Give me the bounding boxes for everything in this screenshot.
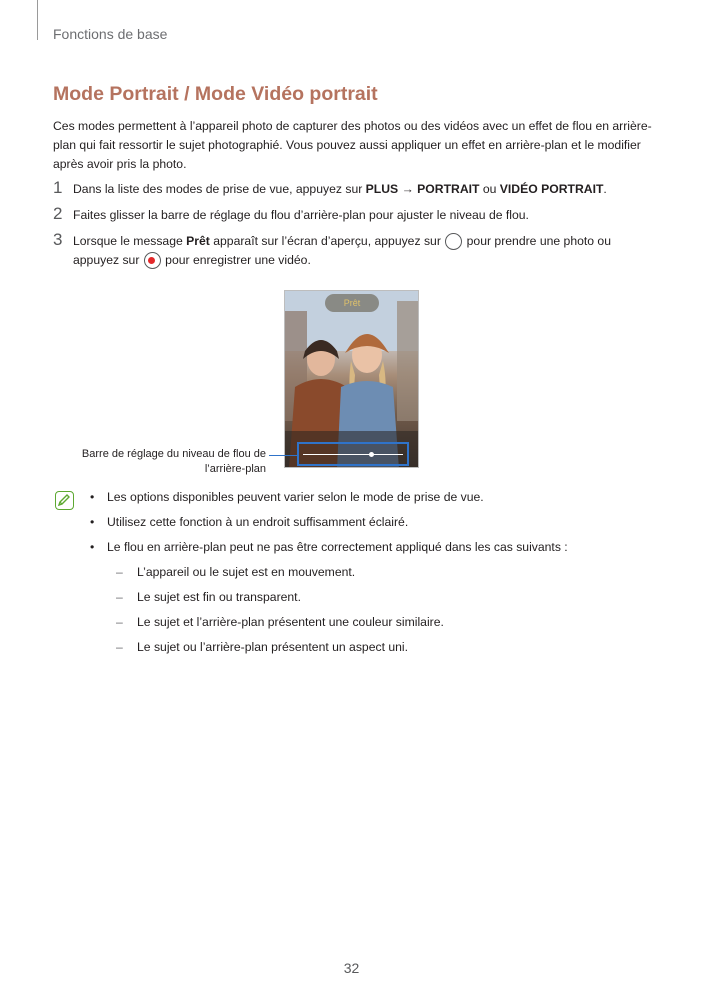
subnote-text: Le sujet ou l’arrière-plan présentent un aspect uni. xyxy=(137,640,408,654)
callout-line xyxy=(269,455,297,456)
step-text: pour prendre une photo ou appuyez sur xyxy=(73,234,611,267)
note-item xyxy=(90,539,650,556)
intro-paragraph: Ces modes permettent à l’appareil photo de capturer des photos ou des vidéos avec un effet de flou en arrière-plan qui fait ressortir le sujet photographié. Vous pouvez aussi appliquer un effet en arrière-plan et le modifier après avoir pris la photo. xyxy=(53,119,652,171)
step-keyword: PORTRAIT xyxy=(417,182,480,196)
step-text: Lorsque le message xyxy=(73,234,187,248)
step-keyword: PLUS xyxy=(365,182,399,196)
note-text: Le flou en arrière-plan peut ne pas être correctement appliqué dans les cas suivants : xyxy=(107,540,568,554)
step-text: Faites glisser la barre de réglage du flou d’arrière-plan pour ajuster le niveau de flou. xyxy=(73,208,529,222)
steps-list xyxy=(53,180,653,277)
blur-adjustment-bar[interactable] xyxy=(297,442,409,466)
dash: – xyxy=(116,565,123,579)
section-header: Fonctions de base xyxy=(53,26,168,42)
step-number: 1 xyxy=(53,178,63,197)
blur-slider-handle[interactable] xyxy=(369,452,374,457)
subnote-text: Le sujet et l’arrière-plan présentent une couleur similaire. xyxy=(137,615,444,629)
page-number: 32 xyxy=(343,960,360,976)
step-keyword: VIDÉO PORTRAIT xyxy=(499,182,604,196)
note-item xyxy=(90,514,650,531)
step-text: Dans la liste des modes de prise de vue, appuyez sur xyxy=(73,182,366,196)
callout-label: Barre de réglage du niveau de flou de l’arrière-plan xyxy=(81,448,266,475)
notes-list xyxy=(90,489,650,664)
dash: – xyxy=(116,615,123,629)
subnote-item xyxy=(90,639,650,656)
bullet: • xyxy=(90,515,95,529)
camera-preview xyxy=(284,290,419,468)
step-number: 2 xyxy=(53,204,63,223)
subnote-item xyxy=(90,564,650,581)
note-pencil-icon xyxy=(55,491,74,510)
step-arrow: → xyxy=(398,182,418,196)
step-keyword: Prêt xyxy=(186,234,210,248)
header-divider xyxy=(37,0,38,40)
step-number: 3 xyxy=(53,230,63,249)
subnote-item xyxy=(90,589,650,606)
step-1 xyxy=(53,180,653,199)
step-text: pour enregistrer une vidéo. xyxy=(161,253,311,267)
note-text: Utilisez cette fonction à un endroit suffisamment éclairé. xyxy=(107,515,409,529)
step-2 xyxy=(53,206,653,225)
step-3 xyxy=(53,232,653,270)
step-text: ou xyxy=(479,182,500,196)
shutter-icon xyxy=(445,233,462,250)
dash: – xyxy=(116,640,123,654)
subnote-item xyxy=(90,614,650,631)
step-text: apparaît sur l’écran d’aperçu, appuyez sur xyxy=(209,234,445,248)
page-title: Mode Portrait / Mode Vidéo portrait xyxy=(53,83,378,105)
subnote-text: Le sujet est fin ou transparent. xyxy=(137,590,301,604)
dash: – xyxy=(116,590,123,604)
bullet: • xyxy=(90,540,95,554)
subnote-text: L’appareil ou le sujet est en mouvement. xyxy=(137,565,356,579)
record-icon xyxy=(144,252,161,269)
blur-slider-track[interactable] xyxy=(303,454,403,455)
step-text: . xyxy=(603,182,607,196)
note-text: Les options disponibles peuvent varier selon le mode de prise de vue. xyxy=(107,490,484,504)
note-item xyxy=(90,489,650,506)
bullet: • xyxy=(90,490,95,504)
ready-status-indicator: Prêt xyxy=(325,294,379,312)
